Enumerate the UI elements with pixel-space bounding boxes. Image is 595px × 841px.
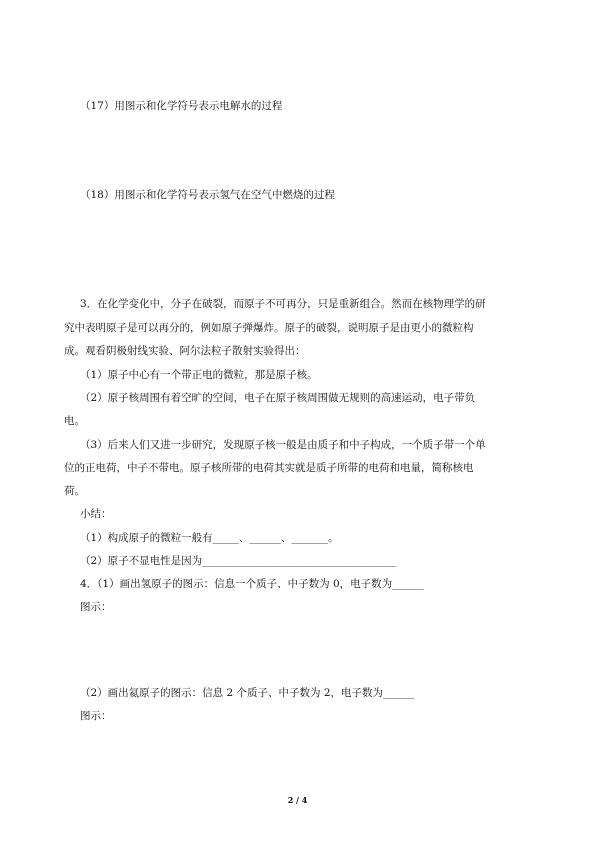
question-4-2: （2）画出氦原子的图示：信息 2 个质子、中子数为 2，电子数为______ (80, 687, 415, 699)
point-3-line-3: 荷。 (64, 485, 85, 497)
summary-title: 小结： (80, 508, 112, 520)
question-4-2-diagram-label: 图示： (80, 710, 112, 722)
question-4-1-diagram-label: 图示： (80, 601, 112, 613)
paragraph-3-line-3: 成。观看阴极射线实验、阿尔法粒子散射实验得出： (64, 345, 306, 357)
point-2-line-1: （2）原子核周围有着空旷的空间，电子在原子核周围做无规则的高速运动，电子带负 (80, 392, 476, 404)
point-3-line-1: （3）后来人们又进一步研究，发现原子核一般是由质子和中子构成，一个质子带一个单 (80, 439, 486, 451)
paragraph-3-line-1: 3．在化学变化中，分子在破裂，而原子不可再分，只是重新组合。然而在核物理学的研 (80, 298, 486, 310)
paragraph-3-line-2: 究中表明原子是可以再分的，例如原子弹爆炸。原子的破裂，说明原子是由更小的微粒构 (64, 322, 474, 334)
point-1: （1）原子中心有一个带正电的微粒，那是原子核。 (80, 369, 318, 381)
question-4-1: 4．（1）画出氢原子的图示：信息一个质子、中子数为 0，电子数为______ (80, 578, 424, 590)
point-2-line-2: 电。 (64, 415, 85, 427)
question-17: （17）用图示和化学符号表示电解水的过程 (80, 100, 283, 112)
summary-item-2: （2）原子不显电性是因为_____________________________________ (80, 555, 397, 567)
page-number: 2 / 4 (287, 795, 308, 805)
question-18: （18）用图示和化学符号表示氢气在空气中燃烧的过程 (80, 189, 335, 201)
point-3-line-2: 位的正电荷，中子不带电。原子核所带的电荷其实就是质子所带的电荷和电量，简称核电 (64, 462, 474, 474)
summary-item-1: （1）构成原子的微粒一般有_____、______、_______。 (80, 532, 339, 544)
